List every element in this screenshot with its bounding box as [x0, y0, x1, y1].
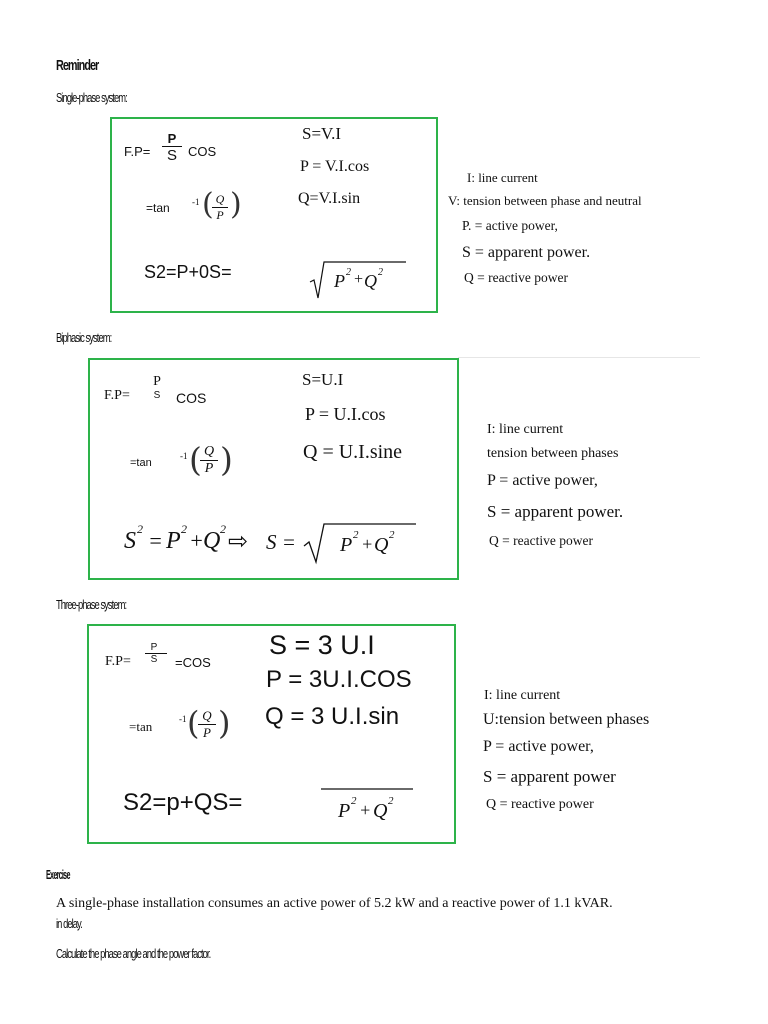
tan-exponent: -1 — [179, 714, 187, 724]
sqrt-q-exp: 2 — [388, 795, 394, 807]
tan-numerator: Q — [215, 192, 225, 206]
tan-exponent: -1 — [180, 451, 188, 461]
fp-numerator: P — [150, 642, 158, 653]
sqrt-p-exp: 2 — [353, 529, 359, 541]
formula-box-single-phase — [110, 117, 438, 313]
sqrt-plus: + — [359, 800, 372, 820]
formula-box-three-phase — [87, 624, 456, 844]
section-title-biphasic: Biphasic system: — [56, 330, 112, 345]
tan-fraction — [200, 444, 218, 477]
right-paren: ) — [220, 440, 233, 479]
fp-denominator: S — [153, 390, 161, 401]
fp-cos: =COS — [175, 655, 211, 670]
s2-q: Q — [203, 528, 221, 554]
s2-p: P — [166, 528, 181, 554]
fp-label: F.P= — [124, 144, 151, 159]
tan-label: =tan — [130, 457, 152, 469]
sqrt-sign — [317, 786, 417, 794]
note-apparent-power: S = apparent power. — [487, 502, 624, 521]
eq-p: P = V.I.cos — [300, 158, 370, 175]
tan-numerator: Q — [202, 708, 212, 723]
sqrt-plus: + — [361, 534, 374, 554]
left-paren: ( — [202, 187, 214, 222]
tan-label: =tan — [129, 719, 153, 734]
left-paren: ( — [189, 440, 202, 479]
tan-label: =tan — [146, 201, 170, 215]
eq-s: S = 3 U.I — [269, 630, 375, 660]
s2-lhs: S — [124, 528, 136, 554]
sqrt-plus: + — [353, 271, 364, 288]
eq-q: Q=V.I.sin — [298, 190, 361, 207]
fp-numerator: P — [167, 131, 177, 146]
sqrt-q-exp: 2 — [378, 267, 383, 278]
fp-fraction — [162, 131, 182, 164]
tan-numerator: Q — [203, 444, 215, 459]
tan-exponent: -1 — [192, 197, 200, 207]
sqrt-p: P — [334, 271, 345, 291]
eq-q: Q = 3 U.I.sin — [265, 703, 400, 730]
sqrt-q: Q — [373, 800, 388, 822]
note-tension: tension between phases — [487, 446, 619, 461]
s2-q-exp: 2 — [220, 522, 226, 536]
note-apparent-power: S = apparent power. — [462, 244, 591, 261]
fp-cos: COS — [188, 144, 217, 159]
implies-arrow-icon: ⇨ — [228, 527, 249, 555]
sqrt-p: P — [338, 800, 351, 822]
s2-lhs-exp: 2 — [137, 522, 143, 536]
section-title-three-phase: Three-phase system: — [56, 597, 127, 612]
eq-s: S=U.I — [302, 370, 344, 389]
note-active-power: P = active power, — [483, 738, 594, 755]
sqrt-p: P — [340, 534, 353, 556]
note-reactive-power: Q = reactive power — [486, 797, 594, 812]
sqrt-q: Q — [364, 271, 377, 291]
tan-denominator: P — [203, 725, 211, 740]
left-paren: ( — [187, 704, 200, 742]
note-tension: V: tension between phase and neutral — [448, 193, 642, 208]
fp-denominator: S — [166, 147, 177, 164]
right-paren: ) — [218, 704, 231, 742]
eq-s2: S2=P+0S= — [144, 262, 232, 282]
sqrt-q: Q — [374, 534, 389, 556]
note-line-current: I: line current — [467, 170, 538, 185]
tan-fraction — [198, 708, 216, 741]
formula-box-biphasic — [88, 358, 459, 580]
s-rhs: S = — [266, 530, 296, 554]
sqrt-q-exp: 2 — [389, 529, 395, 541]
page-heading: Reminder — [56, 57, 99, 74]
s2-plus: + — [189, 528, 204, 553]
exercise-text-line2: in delay. — [56, 916, 82, 931]
sqrt-p-exp: 2 — [346, 267, 351, 278]
exercise-question: Calculate the phase angle and the power factor. — [56, 946, 211, 961]
fp-label: F.P= — [104, 388, 130, 403]
divider-line — [458, 357, 700, 358]
note-line-current: I: line current — [484, 688, 561, 703]
fp-cos: COS — [176, 390, 207, 406]
eq-s: S=V.I — [302, 124, 342, 143]
fp-fraction — [145, 642, 163, 665]
section-title-single-phase: Single-phase system: — [56, 90, 127, 105]
fp-denominator: S — [150, 654, 158, 665]
sqrt-p-exp: 2 — [351, 795, 357, 807]
eq-q: Q = U.I.sine — [303, 441, 403, 463]
exercise-heading: Exercise — [46, 867, 70, 882]
right-paren: ) — [230, 187, 242, 222]
note-active-power: P. = active power, — [462, 218, 558, 233]
note-reactive-power: Q = reactive power — [464, 270, 568, 285]
eq-p: P = 3U.I.COS — [266, 666, 412, 693]
eq-s2: S2=p+QS= — [123, 789, 243, 816]
s2-p-exp: 2 — [181, 522, 187, 536]
tan-fraction — [212, 192, 228, 223]
note-line-current: I: line current — [487, 422, 564, 437]
sqrt-sign — [302, 520, 418, 566]
fp-fraction — [148, 374, 166, 401]
s2-equals: = — [148, 528, 163, 553]
fp-numerator: P — [153, 374, 161, 389]
fp-label: F.P= — [105, 654, 131, 669]
note-tension: U:tension between phases — [483, 711, 650, 728]
note-active-power: P = active power, — [487, 472, 598, 489]
exercise-text: A single-phase installation consumes an active power of 5.2 kW and a reactive power of 1.1 kVAR. — [56, 896, 613, 911]
note-apparent-power: S = apparent power — [483, 767, 616, 786]
note-reactive-power: Q = reactive power — [489, 533, 593, 548]
eq-p: P = U.I.cos — [305, 404, 386, 424]
tan-denominator: P — [204, 461, 214, 476]
tan-denominator: P — [216, 208, 224, 222]
